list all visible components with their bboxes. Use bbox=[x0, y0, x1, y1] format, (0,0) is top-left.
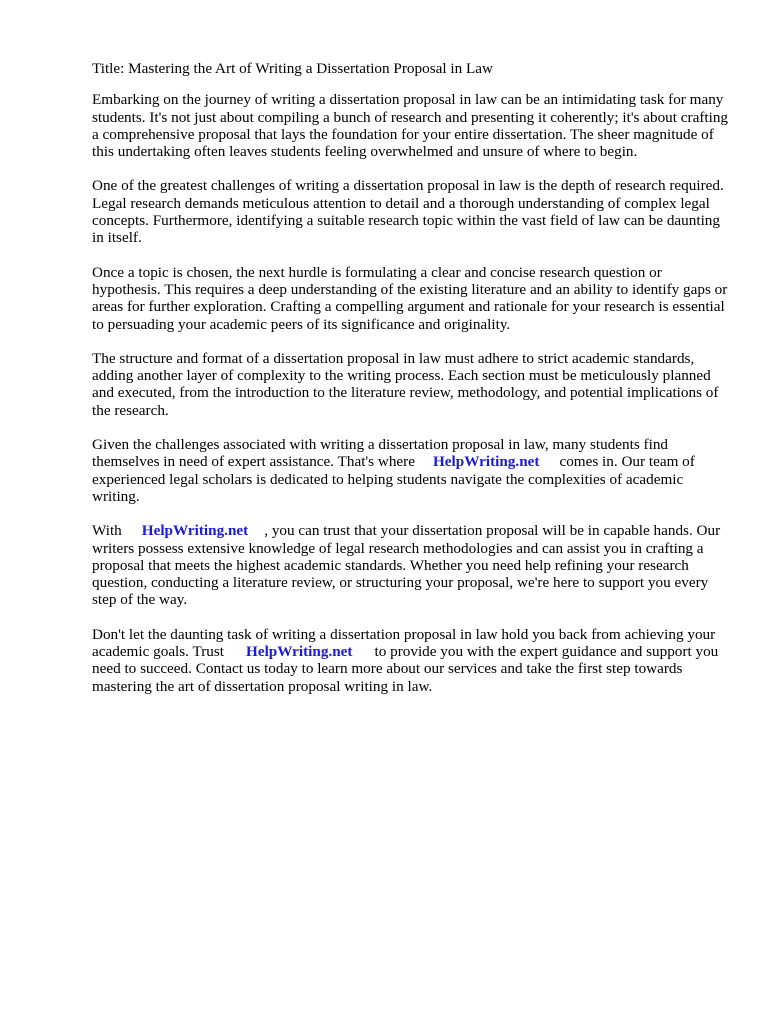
helpwriting-link[interactable]: HelpWriting.net bbox=[246, 643, 353, 661]
paragraph-research-challenges: One of the greatest challenges of writing a dissertation proposal in law is the depth of research required. Legal research demands meticulous attention to detail and a thorough understanding of complex legal concepts. Furthermore, identifying a suitable research topic within the vast field of law can be daunting in itself. bbox=[92, 177, 724, 247]
paragraph-research-question: Once a topic is chosen, the next hurdle is formulating a clear and concise research question or hypothesis. This requires a deep understanding of the existing literature and an ability to identify gaps or areas for further exploration. Crafting a compelling argument and rationale for your research is essential to persuading your academic peers of its significance and originality. bbox=[92, 263, 728, 333]
paragraph-call-to-action bbox=[92, 626, 732, 695]
document-page bbox=[92, 60, 732, 712]
paragraph-expert-assistance bbox=[92, 436, 732, 505]
paragraph-text: Given the challenges associated with writing a dissertation proposal in law, many students find themselves in need of expert assistance. That's where bbox=[92, 436, 669, 471]
helpwriting-link[interactable]: HelpWriting.net bbox=[432, 453, 540, 471]
paragraph-intro: Embarking on the journey of writing a dissertation proposal in law can be an intimidating task for many students. It's not just about compiling a bunch of research and presenting it coherently; it's about crafting a comprehensive proposal that lays the foundation for your entire dissertation. The sheer magnitude of this undertaking often leaves students feeling overwhelmed and unsure of where to begin. bbox=[92, 91, 729, 161]
paragraph-trust bbox=[92, 522, 732, 608]
document-title: Title: Mastering the Art of Writing a Dissertation Proposal in Law bbox=[92, 60, 493, 77]
helpwriting-link[interactable]: HelpWriting.net bbox=[141, 522, 249, 540]
paragraph-text: to provide you with the expert guidance and support you need to succeed. Contact us today to learn more about our services and take the first step towards mastering the art of dissertation proposal writing in law. bbox=[92, 643, 719, 695]
paragraph-text: Don't let the daunting task of writing a dissertation proposal in law hold you back from achieving your academic goals. Trust bbox=[92, 625, 716, 661]
paragraph-text: comes in. Our team of experienced legal scholars is dedicated to helping students navigate the complexities of academic writing. bbox=[92, 453, 695, 505]
paragraph-structure: The structure and format of a dissertation proposal in law must adhere to strict academic standards, adding another layer of complexity to the writing process. Each section must be meticulously planned and executed, from the introduction to the literature review, methodology, and potential implications of the research. bbox=[92, 349, 719, 419]
paragraph-text: , you can trust that your dissertation proposal will be in capable hands. Our writers possess extensive knowledge of legal research methodologies and can assist you in crafting a proposal that meets the highest academic standards. Whether you need help refining your research question, conducting a literature review, or structuring your proposal, we're here to support you every step of the way. bbox=[92, 522, 721, 609]
paragraph-text: With bbox=[92, 522, 122, 540]
